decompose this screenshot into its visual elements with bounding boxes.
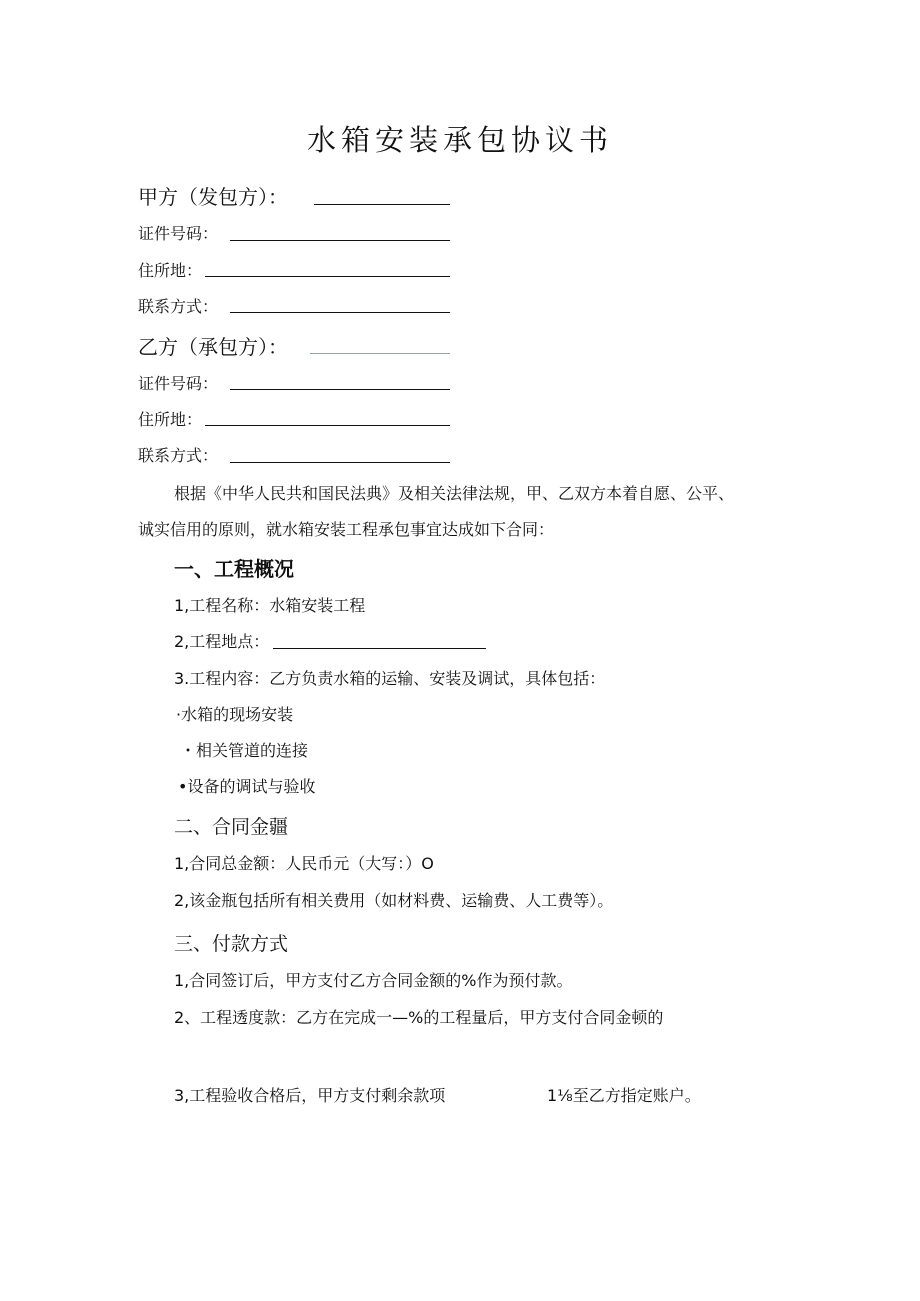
party-b-contact-blank[interactable] — [230, 462, 450, 463]
party-a-name-blank[interactable] — [314, 204, 450, 205]
party-b-name-blank[interactable] — [310, 353, 450, 354]
section-1-bullet-3: •设备的调试与验收 — [178, 777, 316, 796]
document-title: 水箱安装承包协议书 — [306, 123, 613, 157]
party-a-id-blank[interactable] — [230, 240, 450, 241]
section-1-item-2-label: 2,工程地点： — [174, 632, 270, 651]
section-1-bullet-1: ·水箱的现场安装 — [176, 705, 294, 724]
section-3-heading: 三、付款方式 — [174, 933, 289, 955]
party-b-label: 乙方（承包方）： — [138, 335, 288, 359]
section-2-item-2: 2,该金瓶包括所有相关费用（如材料费、运输费、人工费等）。 — [174, 891, 614, 910]
party-b-id-label: 证件号码： — [138, 374, 219, 393]
section-1-item-3: 3.工程内容：乙方负责水箱的运输、安装及调试，具体包括： — [174, 669, 606, 688]
section-1-heading: 一、工程概况 — [174, 557, 294, 581]
party-a-contact-blank[interactable] — [230, 312, 450, 313]
section-2-item-1: 1,合同总金额：人民币元（大写：）O — [174, 854, 434, 873]
party-a-id-label: 证件号码： — [138, 224, 219, 243]
section-1-bullet-2: ・相关管道的连接 — [180, 741, 309, 760]
section-3-item-2: 2、工程透度款：乙方在完成一—%的工程量后，甲方支付合同金顿的 — [174, 1008, 664, 1027]
intro-line-2: 诚实信用的原则，就水箱安装工程承包事宜达成如下合同： — [138, 520, 555, 539]
party-b-contact-label: 联系方式： — [138, 446, 219, 465]
party-a-label: 甲方（发包方）： — [138, 185, 288, 209]
section-3-item-3-part-2: 1⅛至乙方指定账户。 — [547, 1086, 701, 1105]
intro-line-1: 根据《中华人民共和国民法典》及相关法律法规，甲、乙双方本着自愿、公平、 — [174, 484, 735, 503]
party-a-contact-label: 联系方式： — [138, 297, 219, 316]
section-3-item-1: 1,合同签订后，甲方支付乙方合同金额的%作为预付款。 — [174, 971, 573, 990]
party-b-address-label: 住所地： — [138, 410, 203, 429]
section-2-heading: 二、合同金疆 — [174, 816, 289, 838]
party-b-id-blank[interactable] — [230, 389, 450, 390]
party-b-address-blank[interactable] — [205, 425, 450, 426]
project-location-blank[interactable] — [273, 648, 486, 649]
party-a-address-blank[interactable] — [205, 276, 450, 277]
section-3-item-3-part-1: 3,工程验收合格后，甲方支付剩余款项 — [174, 1086, 446, 1105]
party-a-address-label: 住所地： — [138, 261, 203, 280]
section-1-item-1: 1,工程名称：水箱安装工程 — [174, 596, 366, 615]
